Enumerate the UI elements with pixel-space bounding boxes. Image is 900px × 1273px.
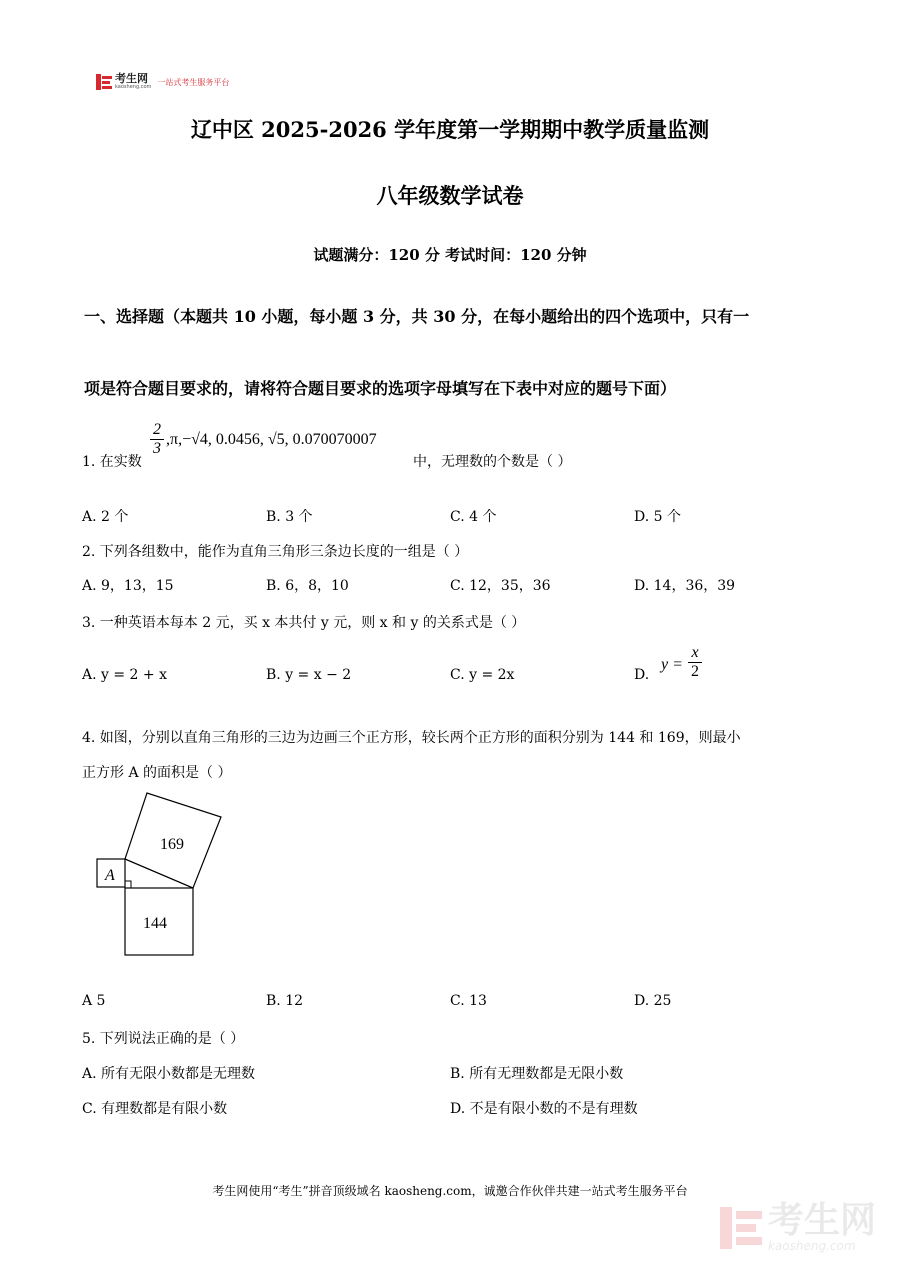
right-angle-mark	[125, 881, 131, 888]
brand-domain: kaosheng.com	[115, 84, 152, 90]
page-subtitle: 八年级数学试卷	[376, 183, 524, 208]
q1-frac-num: 2	[153, 421, 161, 438]
q1-option-b: B. 3 个	[266, 509, 313, 525]
q5-option-a: A. 所有无限小数都是无理数	[82, 1066, 256, 1082]
q1-option-a: A. 2 个	[82, 509, 129, 525]
q1-frac-den: 3	[150, 439, 164, 458]
brand-slogan: 一站式考生服务平台	[157, 77, 230, 87]
q4-option-a: A 5	[82, 993, 106, 1009]
q1-option-c: C. 4 个	[450, 509, 497, 525]
hypotenuse	[125, 859, 193, 888]
logo-icon	[96, 74, 112, 90]
q4-line1: 4. 如图，分别以直角三角形的三边为边画三个正方形，较长两个正方形的面积分别为 144 和 169，则最小	[82, 730, 741, 746]
q1-suffix: 中，无理数的个数是（ ）	[413, 454, 572, 470]
q3-option-d-label: D.	[634, 667, 650, 683]
section-heading-line2: 项是符合题目要求的，请将符合题目要求的选项字母填写在下表中对应的题号下面）	[84, 379, 677, 398]
q3-d-den: 2	[688, 662, 702, 681]
label-169: 169	[160, 836, 184, 853]
q3-text: 3. 一种英语本每本 2 元，买 x 本共付 y 元，则 x 和 y 的关系式是（ ）	[82, 615, 526, 631]
q2-option-a: A. 9，13，15	[82, 578, 174, 594]
q3-option-d-fraction	[688, 644, 702, 681]
q5-option-b: B. 所有无理数都是无限小数	[450, 1066, 624, 1082]
q4-line2: 正方形 A 的面积是（ ）	[82, 765, 232, 781]
brand-name: 考生网	[115, 72, 148, 85]
brand-logo	[96, 72, 229, 92]
q3-d-num: x	[691, 644, 699, 661]
q1-math: ,π,−√4, 0.0456, √5, 0.070070007	[166, 431, 377, 448]
exam-info: 试题满分：120 分 考试时间：120 分钟	[313, 246, 587, 264]
q2-option-d: D. 14，36，39	[634, 578, 736, 594]
watermark	[720, 1200, 876, 1253]
q5-option-d: D. 不是有限小数的不是有理数	[450, 1101, 638, 1117]
watermark-logo-icon	[720, 1207, 762, 1249]
q4-option-d: D. 25	[634, 993, 672, 1009]
q2-text: 2. 下列各组数中，能作为直角三角形三条边长度的一组是（ ）	[82, 544, 469, 560]
label-a: A	[105, 867, 115, 884]
watermark-domain: kaosheng.com	[767, 1239, 856, 1253]
q1-fraction	[150, 421, 164, 458]
q4-option-c: C. 13	[450, 993, 487, 1009]
q5-text: 5. 下列说法正确的是（ ）	[82, 1031, 245, 1047]
page-footer: 考生网使用“考生”拼音顶级域名 kaosheng.com，诚邀合作伙伴共建一站式考生服务平台	[212, 1184, 688, 1198]
q1-option-d: D. 5 个	[634, 509, 681, 525]
q2-option-c: C. 12，35，36	[450, 578, 551, 594]
section-heading-line1: 一、选择题（本题共 10 小题，每小题 3 分，共 30 分，在每小题给出的四个选项中，只有一	[84, 307, 750, 326]
q3-option-b: B. y = x − 2	[266, 667, 352, 683]
q5-option-c: C. 有理数都是有限小数	[82, 1101, 228, 1117]
q3-option-a: A. y = 2 + x	[82, 667, 167, 683]
label-144: 144	[143, 915, 167, 932]
q1-prefix: 1. 在实数	[82, 454, 142, 470]
watermark-name: 考生网	[767, 1200, 876, 1241]
q4-option-b: B. 12	[266, 993, 304, 1009]
page-title: 辽中区 2025-2026 学年度第一学期期中教学质量监测	[190, 117, 710, 142]
q3-option-c: C. y = 2x	[450, 667, 515, 683]
q2-option-b: B. 6，8，10	[266, 578, 349, 594]
q4-figure	[94, 790, 226, 960]
q3-option-d-lhs: y =	[661, 656, 683, 673]
